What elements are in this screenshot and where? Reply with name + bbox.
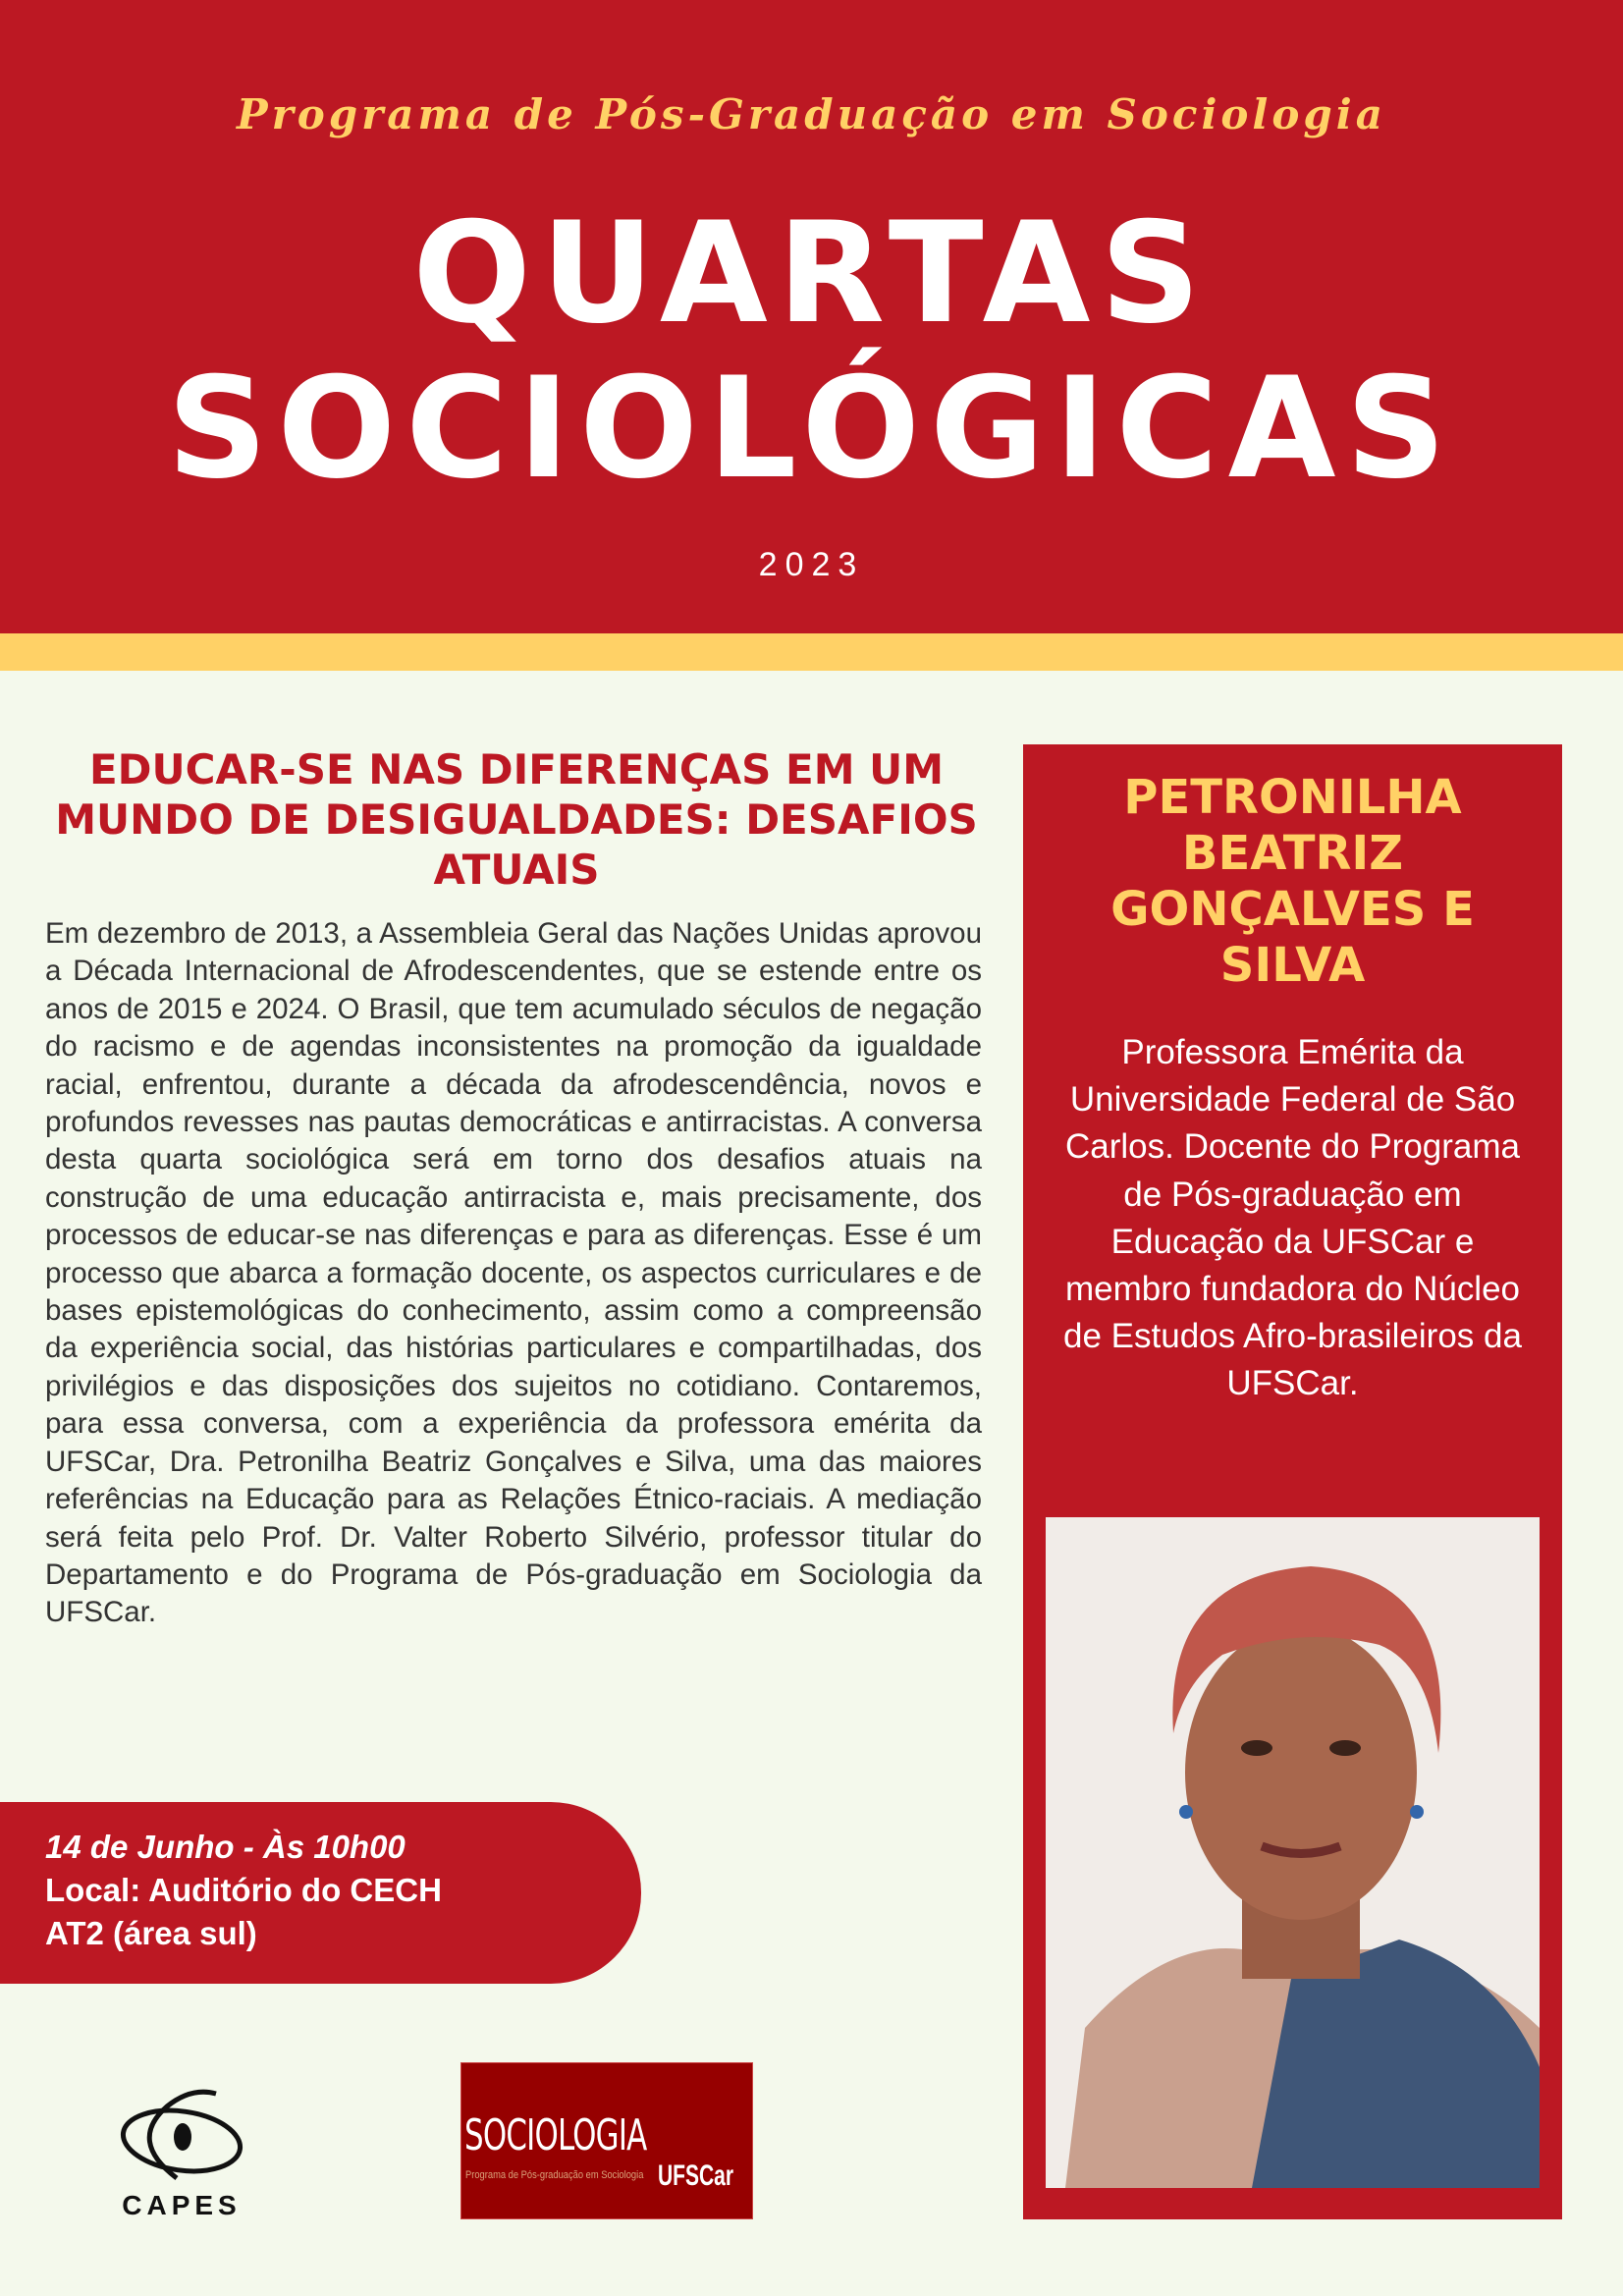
talk-description: Em dezembro de 2013, a Assembleia Geral das Nações Unidas aprovou a Década Internacional de Afrodescendentes, que se estende entre os anos de 2015 e 2024. O Brasil, que tem acumulado séculos de negação do racismo e de agendas inconsistentes na promoção da igualdade racial, enfrentou, durante a década da afrodescendência, novos e profundos revesses nas pautas democráticas e antirracistas. A conversa desta quarta sociológica será em torno dos desafios atuais na construção de uma educação antirracista e, mais precisamente, dos processos de educar-se nas diferenças e para as diferenças. Esse é um processo que abarca a formação docente, os aspectos curriculares e de bases epistemológicas do conhecimento, assim como a compreensão da experiência social, das histórias particulares e compartilhadas, dos privilégios e das disposições dos sujeitos no cotidiano. Contaremos, para essa conversa, com a experiência da professora emérita da UFSCar, Dra. Petronilha Beatriz Gonçalves e Silva, uma das maiores referências na Educação para as Relações Étnico-raciais. A mediação será feita pelo Prof. Dr. Valter Roberto Silvério, professor titular do Departamento e do Programa de Pós-graduação em Sociologia da UFSCar.: [45, 917, 982, 1629]
event-series-title: [0, 192, 1623, 510]
program-name: Programa de Pós-Graduação em Sociologia: [237, 90, 1386, 138]
yellow-divider: [0, 633, 1623, 671]
talk-title: EDUCAR-SE NAS DIFERENÇAS EM UM MUNDO DE DESIGUALDADES: DESAFIOS ATUAIS: [55, 745, 978, 894]
sociologia-ufscar-logo: [460, 2062, 753, 2219]
year: 2023: [758, 546, 865, 583]
event-date: 14 de Junho - Às 10h00: [45, 1829, 406, 1865]
capes-label: CAPES: [122, 2190, 242, 2220]
event-room: AT2 (área sul): [45, 1915, 257, 1951]
header-banner: [0, 0, 1623, 633]
logo-ufscar: UFSCar: [658, 2159, 734, 2192]
speaker-photo: [1046, 1517, 1540, 2188]
title-line-2: SOCIOLÓGICAS: [167, 348, 1456, 510]
event-location: Local: Auditório do CECH: [45, 1872, 442, 1908]
logo-subtitle: Programa de Pós-graduação em Sociologia: [465, 2169, 644, 2181]
capes-logo: [108, 2082, 255, 2224]
speaker-panel: [1023, 744, 1562, 2219]
speaker-bio: Professora Emérita da Universidade Federal de São Carlos. Docente do Programa de Pós-graduação em Educação da UFSCar e membro fundadora do Núcleo de Estudos Afro-brasileiros da UFSCar.: [1063, 1033, 1522, 1403]
capes-emblem-icon: [108, 2082, 255, 2185]
logo-sociologia-word: SOCIOLOGIA: [464, 2110, 647, 2160]
title-line-1: QUARTAS: [412, 192, 1211, 355]
speaker-name: PETRONILHA BEATRIZ GONÇALVES E SILVA: [1110, 770, 1475, 993]
event-info-box: [0, 1802, 641, 1984]
